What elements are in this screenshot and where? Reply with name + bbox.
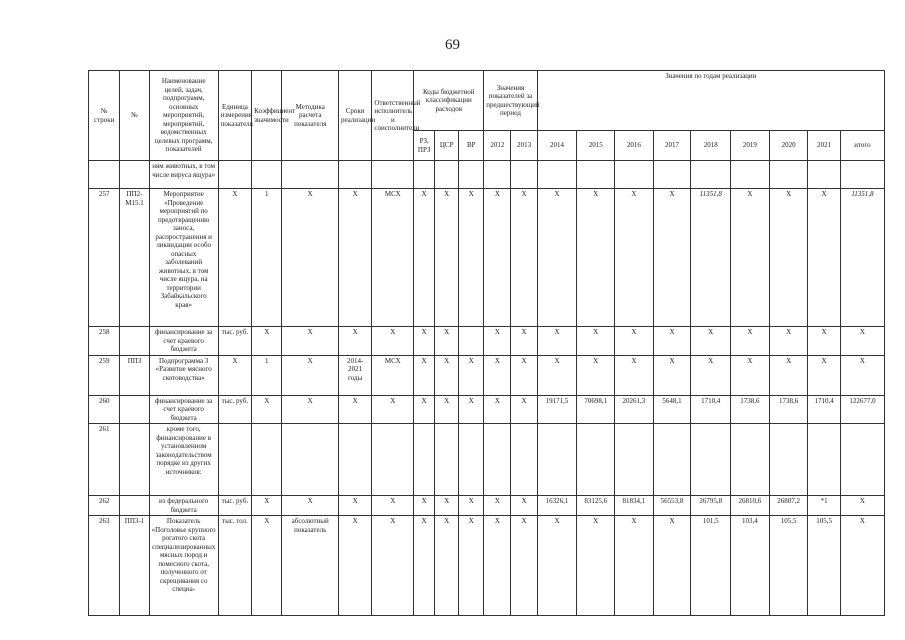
cell-unit: тыс. руб. (218, 395, 251, 424)
cell-coefficient: 1 (252, 355, 282, 395)
cell-rz: X (414, 189, 435, 327)
cell-2014: 16326,1 (537, 496, 577, 516)
row-number: 259 (89, 355, 120, 395)
cell-2013: X (511, 395, 537, 424)
cell-2012: X (484, 395, 511, 424)
table-row (89, 496, 885, 516)
cell-2015: X (577, 516, 615, 616)
cell-2019: X (731, 189, 770, 327)
table-row (89, 327, 885, 356)
cell-2012: X (484, 327, 511, 356)
cell-2019: X (731, 355, 770, 395)
cell-unit: тыс. гол. (218, 516, 251, 616)
cell-responsible: X (372, 516, 414, 616)
row-name: Подпрограмма 3 «Развитие мясного скотоводства» (149, 355, 218, 395)
header-unit: Единица измерения показателя (218, 71, 251, 161)
cell-2020: X (769, 327, 808, 356)
cell-2014: X (537, 516, 577, 616)
row-name: Мероприятие «Проведение мероприятий по предотвращению заноса, распространения и ликвидации особо опасных заболеваний животных, в том числе ящура, на территории Забайкальского края» (149, 189, 218, 327)
cell-2017: 56553,8 (653, 496, 691, 516)
row-name: финансирование за счет краевого бюджета (149, 327, 218, 356)
cell-total: X (840, 496, 884, 516)
header-code: № (120, 71, 149, 161)
table-row (89, 424, 885, 496)
header-period: Сроки реализации (338, 71, 371, 161)
program-indicators-table (88, 70, 885, 616)
cell-2019: X (731, 327, 770, 356)
cell-2021: X (808, 355, 840, 395)
cell-responsible: МСХ (372, 189, 414, 327)
header-csr: ЦСР (435, 131, 459, 161)
cell-coefficient: 1 (252, 189, 282, 327)
cell-method: X (282, 395, 338, 424)
cell-2016: X (615, 189, 654, 327)
cell-2021: 105,5 (808, 516, 840, 616)
row-name: Показатель «Поголовье крупного рогатого скота специализированных мясных пород и помесного скота, полученного от скрещивания со специа- (149, 516, 218, 616)
header-rz: РЗ, ПРЗ (414, 131, 435, 161)
header-responsible: Ответственный исполнитель и соисполнители (372, 71, 414, 161)
header-coefficient: Коэффициент значимости (252, 71, 282, 161)
cell-method: X (282, 355, 338, 395)
header-2021: 2021 (808, 131, 840, 161)
row-code (120, 496, 149, 516)
cell-2015: 70698,1 (577, 395, 615, 424)
cell-total: X (840, 516, 884, 616)
cell-rz: X (414, 496, 435, 516)
cell-csr: X (435, 327, 459, 356)
header-2015: 2015 (577, 131, 615, 161)
cell-period: 2014-2021 годы (338, 355, 371, 395)
cell-period: X (338, 516, 371, 616)
cell-coefficient: X (252, 327, 282, 356)
row-code: ПП3 (120, 355, 149, 395)
cell-2018: 26795,8 (691, 496, 731, 516)
header-method: Методика расчета показателя (282, 71, 338, 161)
page-number: 69 (445, 37, 460, 53)
header-budget-codes: Коды бюджетной классификации расходов (414, 71, 484, 131)
row-name: финансирование за счет краевого бюджета (149, 395, 218, 424)
cell-rz: X (414, 395, 435, 424)
cell-2012: X (484, 189, 511, 327)
cell-2017: X (653, 189, 691, 327)
row-code (120, 395, 149, 424)
cell-2020: X (769, 189, 808, 327)
cell-total: 122677,0 (840, 395, 884, 424)
cell-2016: X (615, 516, 654, 616)
cell-total: 11351,8 (840, 189, 884, 327)
row-code: ПП3-1 (120, 516, 149, 616)
cell-2020: 105,5 (769, 516, 808, 616)
cell-vr: X (459, 189, 484, 327)
cell-2021: *1 (808, 496, 840, 516)
row-number (89, 161, 120, 189)
cell-method: абсолютный показатель (282, 516, 338, 616)
cell-vr (459, 327, 484, 356)
cell-method: X (282, 189, 338, 327)
header-2014: 2014 (537, 131, 577, 161)
cell-2016: 81834,1 (615, 496, 654, 516)
table-row (89, 161, 885, 189)
header-2013: 2013 (511, 131, 537, 161)
cell-2015: X (577, 327, 615, 356)
cell-csr: X (435, 355, 459, 395)
cell-2017: 5648,1 (653, 395, 691, 424)
cell-coefficient: X (252, 496, 282, 516)
header-row-number: № строки (89, 71, 120, 161)
cell-unit: X (218, 355, 251, 395)
cell-2017: X (653, 355, 691, 395)
cell-2013: X (511, 189, 537, 327)
cell-csr: X (435, 395, 459, 424)
cell-2016: 20261,3 (615, 395, 654, 424)
header-previous-period: Значения показателей за предшествующий период (484, 71, 537, 131)
cell-csr: X (435, 496, 459, 516)
cell-csr: X (435, 516, 459, 616)
table-row (89, 516, 885, 616)
cell-unit: X (218, 189, 251, 327)
cell-2014: X (537, 355, 577, 395)
row-number: 260 (89, 395, 120, 424)
cell-2018: 11351,8 (691, 189, 731, 327)
cell-2016: X (615, 327, 654, 356)
cell-2019: 26810,6 (731, 496, 770, 516)
row-number: 262 (89, 496, 120, 516)
cell-rz: X (414, 327, 435, 356)
cell-period: X (338, 189, 371, 327)
cell-rz: X (414, 516, 435, 616)
row-number: 258 (89, 327, 120, 356)
cell-2020: 26807,2 (769, 496, 808, 516)
cell-period: X (338, 395, 371, 424)
cell-total: X (840, 355, 884, 395)
cell-2019: 103,4 (731, 516, 770, 616)
cell-2019: 1738,6 (731, 395, 770, 424)
cell-responsible: МСХ (372, 355, 414, 395)
cell-2013: X (511, 327, 537, 356)
cell-2014: X (537, 189, 577, 327)
cell-2018: X (691, 327, 731, 356)
cell-vr: X (459, 516, 484, 616)
header-2012: 2012 (484, 131, 511, 161)
header-2019: 2019 (731, 131, 770, 161)
table-row (89, 189, 885, 327)
header-name: Наименование целей, задач, подпрограмм, основных мероприятий, мероприятий, ведомственных целевых программ, показателей (149, 71, 218, 161)
cell-2013: X (511, 355, 537, 395)
cell-coefficient: X (252, 395, 282, 424)
header-total: итого (840, 131, 884, 161)
cell-2013: X (511, 516, 537, 616)
table-row (89, 355, 885, 395)
row-code (120, 161, 149, 189)
cell-2021: 1710,4 (808, 395, 840, 424)
cell-2015: 83125,6 (577, 496, 615, 516)
header-2016: 2016 (615, 131, 654, 161)
cell-vr: X (459, 395, 484, 424)
cell-total: X (840, 327, 884, 356)
header-2017: 2017 (653, 131, 691, 161)
row-number: 257 (89, 189, 120, 327)
row-code: ПП2-М15.1 (120, 189, 149, 327)
cell-responsible: X (372, 395, 414, 424)
row-name: кроме того, финансирование в установленном законодательством порядке из других источников: (149, 424, 218, 496)
cell-2017: X (653, 516, 691, 616)
cell-coefficient: X (252, 516, 282, 616)
header-2018: 2018 (691, 131, 731, 161)
cell-2017: X (653, 327, 691, 356)
cell-2018: X (691, 355, 731, 395)
cell-2016: X (615, 355, 654, 395)
cell-responsible: X (372, 327, 414, 356)
row-name: из федерального бюджета (149, 496, 218, 516)
row-code (120, 424, 149, 496)
cell-2012: X (484, 516, 511, 616)
cell-rz: X (414, 355, 435, 395)
cell-period: X (338, 496, 371, 516)
cell-responsible: X (372, 496, 414, 516)
cell-unit: тыс. руб. (218, 496, 251, 516)
cell-2021: X (808, 327, 840, 356)
cell-2012: X (484, 496, 511, 516)
cell-2015: X (577, 189, 615, 327)
row-number: 261 (89, 424, 120, 496)
cell-2014: 19171,5 (537, 395, 577, 424)
header-years: Значения по годам реализации (537, 71, 884, 131)
header-2020: 2020 (769, 131, 808, 161)
cell-2012: X (484, 355, 511, 395)
row-number: 263 (89, 516, 120, 616)
cell-vr: X (459, 496, 484, 516)
header-vr: ВР (459, 131, 484, 161)
cell-2018: 101,5 (691, 516, 731, 616)
cell-2013: X (511, 496, 537, 516)
cell-csr: X (435, 189, 459, 327)
cell-2014: X (537, 327, 577, 356)
table-row (89, 395, 885, 424)
cell-method: X (282, 327, 338, 356)
cell-2020: X (769, 355, 808, 395)
cell-unit: тыс. руб. (218, 327, 251, 356)
cell-vr: X (459, 355, 484, 395)
cell-2020: 1738,6 (769, 395, 808, 424)
cell-2015: X (577, 355, 615, 395)
row-code (120, 327, 149, 356)
row-name: ням животных, в том числе вируса ящура» (149, 161, 218, 189)
cell-period: X (338, 327, 371, 356)
cell-2021: X (808, 189, 840, 327)
cell-2018: 1710,4 (691, 395, 731, 424)
cell-method: X (282, 496, 338, 516)
